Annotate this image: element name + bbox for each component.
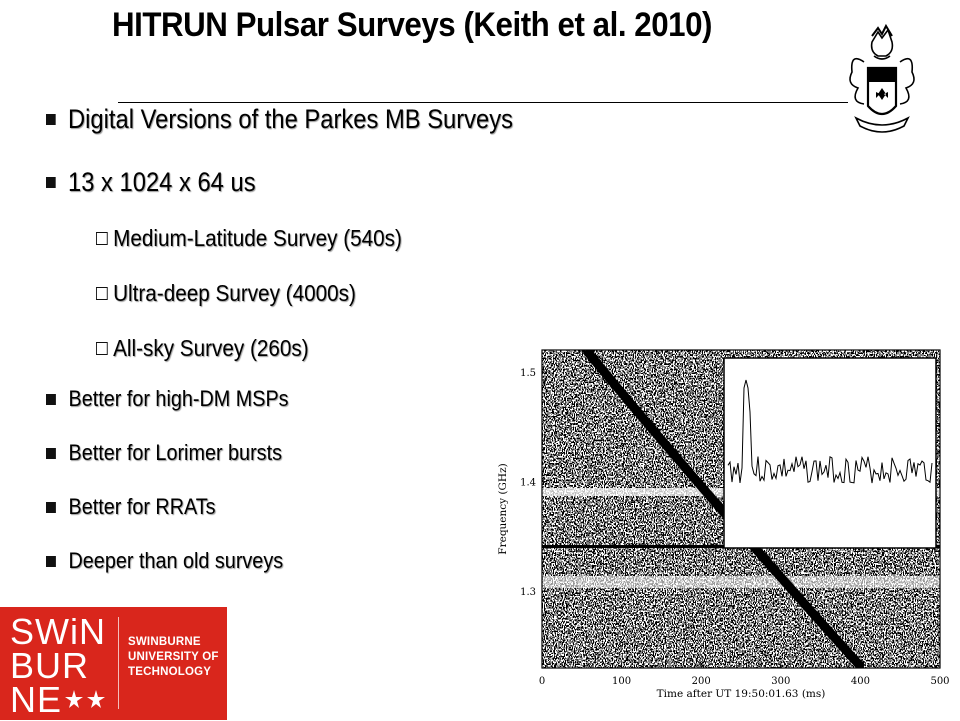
logo-text-line: UNIVERSITY OF <box>128 651 219 663</box>
logo-institution-name <box>128 635 219 680</box>
sub-bullet-item <box>96 225 402 252</box>
square-bullet-icon <box>46 448 56 459</box>
sub-bullet-item <box>96 335 309 362</box>
x-tick-label: 300 <box>771 676 791 687</box>
logo-word-line: BUR <box>10 645 90 686</box>
bullet-text: Digital Versions of the Parkes MB Surveys <box>68 104 514 134</box>
y-axis-label: Frequency (GHz) <box>497 463 509 555</box>
bullet-text: Better for high-DM MSPs <box>68 386 289 411</box>
x-tick-label: 200 <box>691 676 711 687</box>
square-bullet-icon <box>46 502 56 513</box>
bullet-item <box>46 167 256 198</box>
bullet-text: Better for Lorimer bursts <box>68 440 282 465</box>
bullet-item <box>46 386 289 412</box>
y-tick-label: 1.5 <box>520 367 536 379</box>
logo-star-icon <box>64 687 108 713</box>
y-tick-label: 1.4 <box>520 477 536 489</box>
logo-divider <box>118 617 119 709</box>
dynamic-spectrum-figure <box>490 340 950 720</box>
bullet-text: Better for RRATs <box>68 494 216 519</box>
square-bullet-icon <box>46 114 56 125</box>
bullet-text: Deeper than old surveys <box>68 548 284 573</box>
sub-bullet-text: All-sky Survey (260s) <box>113 335 309 361</box>
x-tick-label: 100 <box>612 676 632 687</box>
hollow-square-bullet-icon <box>96 232 108 245</box>
bullet-item <box>46 104 513 135</box>
x-axis-label: Time after UT 19:50:01.63 (ms) <box>656 688 826 700</box>
y-tick-label: 1.3 <box>520 587 536 599</box>
bullet-item <box>46 548 283 574</box>
slide-title: HITRUN Pulsar Surveys (Keith et al. 2010) <box>112 6 713 44</box>
pulse-profile-inset <box>724 358 936 548</box>
logo-word-line: NE <box>10 679 63 720</box>
logo-word-line: SWiN <box>10 611 106 652</box>
bullet-item <box>46 494 216 520</box>
university-crest-icon <box>842 22 922 140</box>
title-divider <box>118 102 848 103</box>
square-bullet-icon <box>46 394 56 405</box>
x-tick-label: 0 <box>538 676 546 687</box>
logo-wordmark <box>0 607 116 720</box>
swinburne-logo <box>0 607 227 720</box>
square-bullet-icon <box>46 556 56 567</box>
bullet-text: 13 x 1024 x 64 us <box>68 167 256 197</box>
square-bullet-icon <box>46 177 56 188</box>
hollow-square-bullet-icon <box>96 287 108 300</box>
x-tick-label: 400 <box>850 676 870 687</box>
x-tick-label: 500 <box>930 676 950 687</box>
hollow-square-bullet-icon <box>96 342 108 355</box>
sub-bullet-text: Ultra-deep Survey (4000s) <box>113 280 356 306</box>
sub-bullet-item <box>96 280 356 307</box>
sub-bullet-text: Medium-Latitude Survey (540s) <box>113 225 402 251</box>
logo-text-line: TECHNOLOGY <box>128 666 212 678</box>
logo-text-line: SWINBURNE <box>128 636 201 648</box>
bullet-item <box>46 440 282 466</box>
